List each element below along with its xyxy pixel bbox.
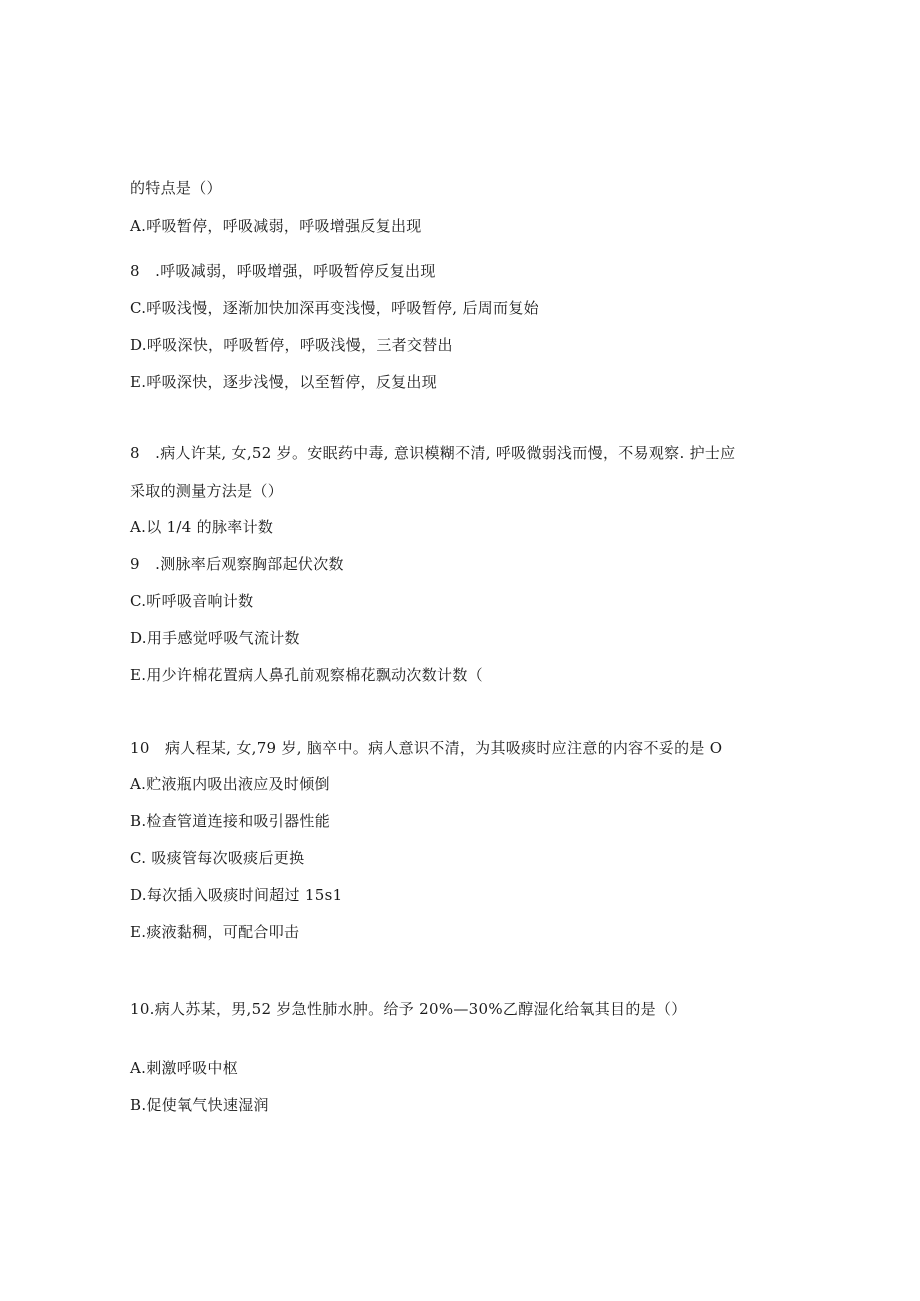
option-a: A.贮液瓶内吸出液应及时倾倒 (130, 775, 330, 793)
question-stem: 10.病人苏某，男,52 岁急性肺水肿。给予 20%—30%乙醇湿化给氧其目的是（） (130, 1000, 687, 1018)
option-b: 9 .测脉率后观察胸部起伏次数 (130, 555, 344, 573)
option-a: A.以 1/4 的脉率计数 (130, 518, 274, 536)
question-stem: 8 .病人许某, 女,52 岁。安眠药中毒, 意识模糊不清, 呼吸微弱浅而慢，不易观察. 护士应 (130, 444, 736, 462)
option-e: E.用少许棉花置病人鼻孔前观察棉花飘动次数计数（ (130, 666, 483, 684)
option-b: B.促使氧气快速湿润 (130, 1096, 269, 1114)
option-d: D.用手感觉呼吸气流计数 (130, 629, 300, 647)
option-c: C. 吸痰管每次吸痰后更换 (130, 849, 305, 867)
option-c: C.呼吸浅慢，逐渐加快加深再变浅慢，呼吸暂停, 后周而复始 (130, 299, 539, 317)
option-d: D.每次插入吸痰时间超过 15s1 (130, 886, 343, 904)
option-a: A.呼吸暂停，呼吸减弱，呼吸增强反复出现 (130, 217, 422, 235)
option-c: C.听呼吸音响计数 (130, 592, 254, 610)
option-b: 8 .呼吸减弱，呼吸增强，呼吸暂停反复出现 (130, 262, 436, 280)
option-e: E.痰液黏稠，可配合叩击 (130, 923, 300, 941)
option-b: B.检查管道连接和吸引器性能 (130, 812, 330, 830)
question-stem-line-2: 采取的测量方法是（） (130, 482, 284, 500)
option-d: D.呼吸深快，呼吸暂停，呼吸浅慢，三者交替出 (130, 336, 453, 354)
option-e: E.呼吸深快，逐步浅慢，以至暂停，反复出现 (130, 373, 438, 391)
option-a: A.刺激呼吸中枢 (130, 1059, 239, 1077)
question-stem-continuation: 的特点是（） (130, 179, 222, 197)
question-stem: 10 病人程某, 女,79 岁, 脑卒中。病人意识不清，为其吸痰时应注意的内容不妥的是 O (130, 739, 723, 757)
